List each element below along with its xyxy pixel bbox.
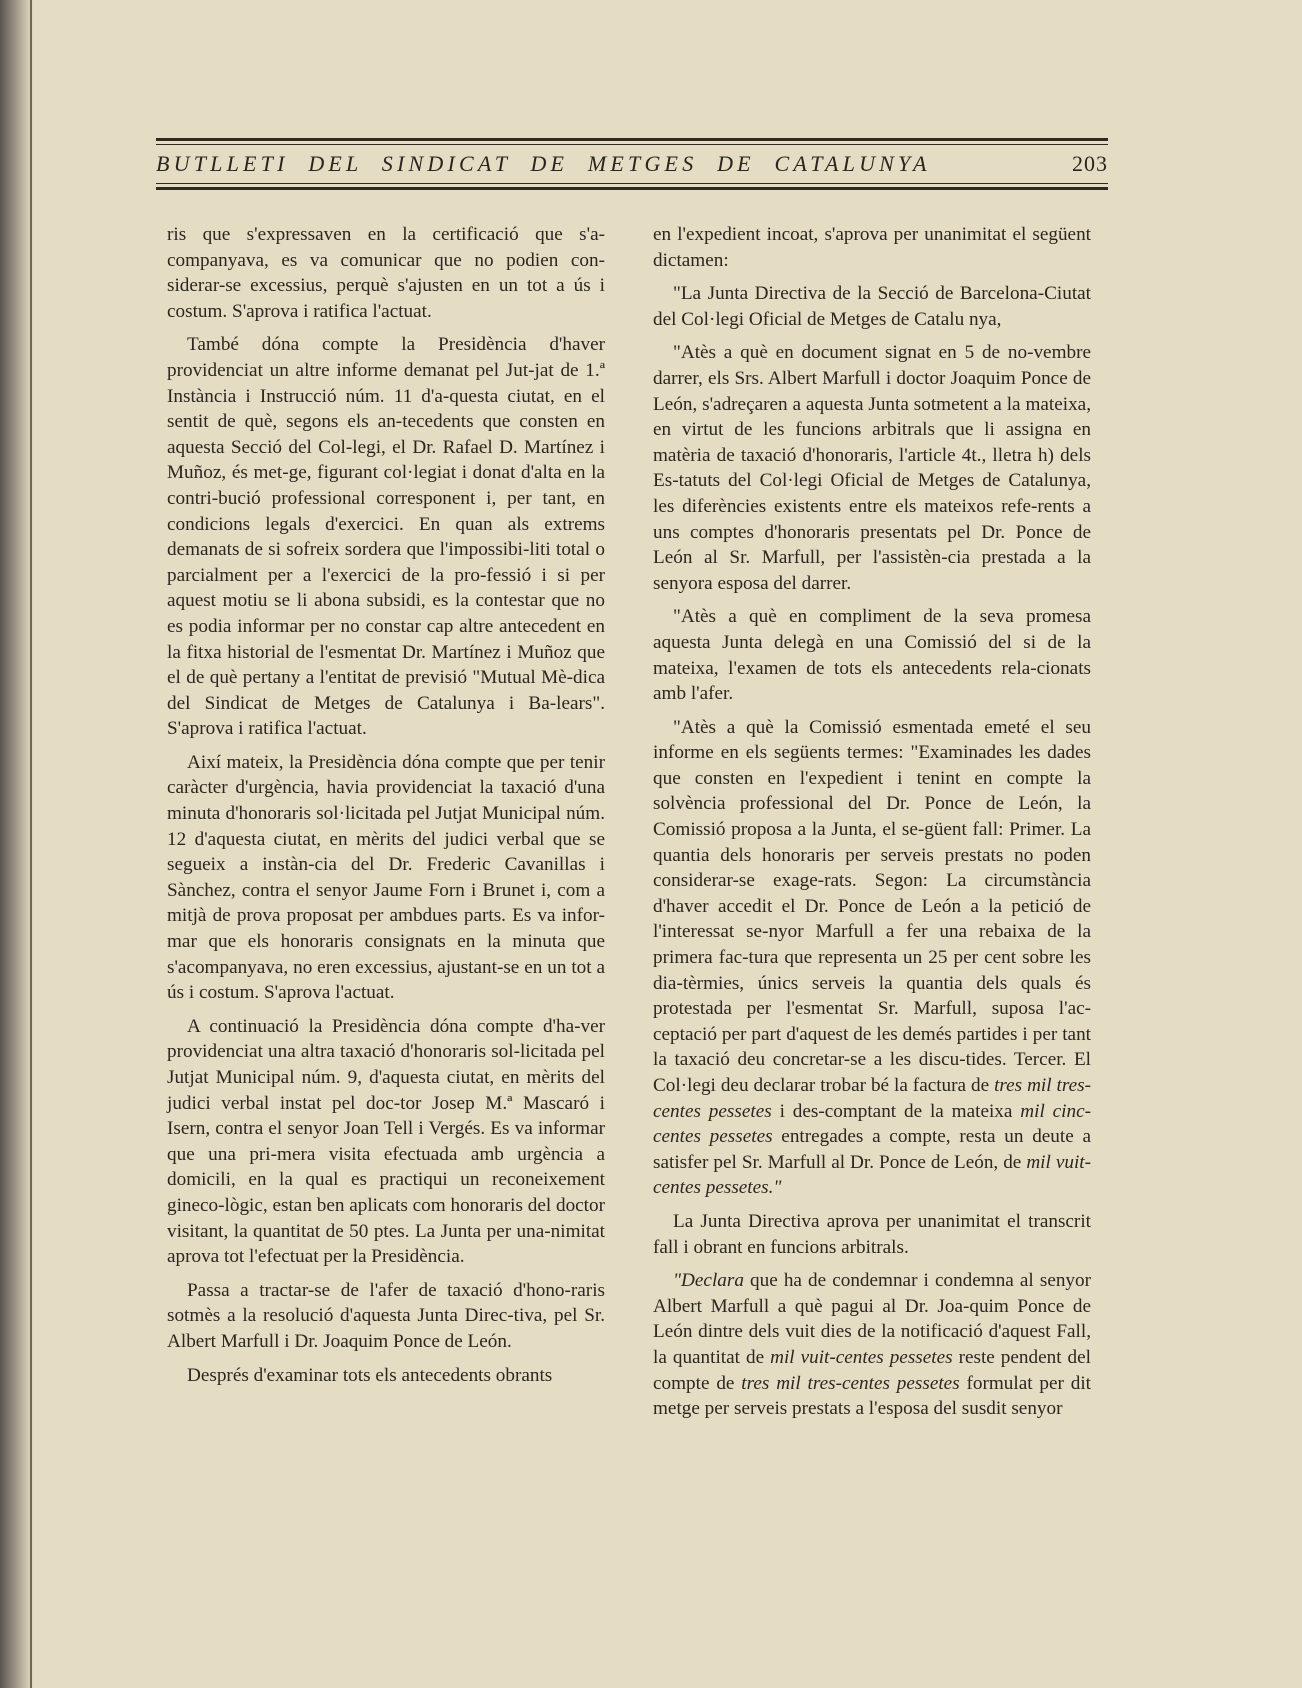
journal-title: BUTLLETI DEL SINDICAT DE METGES DE CATALUNYA [156, 151, 931, 176]
paragraph: en l'expedient incoat, s'aprova per unanimitat el següent dictamen: [653, 224, 1091, 271]
header-rule-bottom [156, 187, 1108, 190]
paragraph: "Atès a què en document signat en 5 de no-vembre darrer, els Srs. Albert Marfull i doctor Joaquim Ponce de León, s'adreçaren a aquesta Junta sotmetent a la mateixa, en virtut de les funcions arbitrals que li assigna en matèria de taxació d'honoraris, l'article 4t., lletra h) dels Es-tatuts del Col·legi Oficial de Metges de Catalunya, les diferències existents entre els mateixos refe-rents a uns comptes d'honoraris presentats pel Dr. Ponce de León al Sr. Marfull, per l'assistèn-cia prestada a la senyora esposa del darrer. [653, 342, 1091, 594]
italic-text: tres mil tres-centes pessetes [741, 1372, 960, 1394]
text-run: entregades a compte, resta un deute a satisfer pel Sr. Marfull al Dr. Ponce de León, de [653, 1126, 1091, 1173]
paragraph: Així mateix, la Presidència dóna compte que per tenir caràcter d'urgència, havia providenciat la taxació d'una minuta d'honoraris sol·licitada pel Jutjat Municipal núm. 12 d'aquesta ciutat, en mèrits del judici verbal que se segueix a instàn-cia del Dr. Frederic Cavanillas i Sànchez, contra el senyor Jaume Forn i Brunet i, com a mitjà de prova proposat per ambdues parts. Es va infor-mar que els honoraris consignats en la minuta que s'acompanyava, no eren excessius, ajustant-se en un tot a ús i costum. S'aprova l'actuat. [167, 751, 605, 1004]
text-run: i des-comptant de la mateixa [779, 1100, 1013, 1122]
header-rule-top-thin [156, 144, 1108, 145]
paragraph: "Atès a què en compliment de la seva promesa aquesta Junta delegà en una Comissió del si de la mateixa, l'examen de tots els antecedents rela-cionats amb l'afer. [653, 606, 1091, 705]
left-column [167, 222, 605, 1396]
right-column [653, 222, 1091, 1430]
text-run: "Atès a què la Comissió esmentada emeté el seu informe en els següents termes: "Examinades les dades que consten en l'expedient i tenint en compte la solvència professional del Dr. Ponce de León, la Comissió proposa a la Junta, el se-güent fall: Primer. La quantia dels honoraris per serveis prestats no poden considerar-se exage-rats. Segon: La circumstància d'haver accedit el Dr. Ponce de León a la petició de l'interessat se-nyor Marfull a fer una rebaixa de la primera fac-tura que representa un 25 per cent sobre les dia-tèrmies, únics serveis la quantia dels quals és protestada per l'esmentat Sr. Marfull, suposa l'ac-ceptació per part d'aquest de les demés partides i per tant la taxació deu concretar-se a les discu-tides. Tercer. El Col·legi deu declarar trobar bé la factura de [653, 716, 1091, 1096]
paragraph: ris que s'expressaven en la certificació que s'a-companyava, es va comunicar que no podien con-siderar-se excessius, perquè s'ajusten en un tot a ús i costum. S'aprova i ratifica l'actuat. [167, 224, 605, 322]
header-rule-top [156, 138, 1108, 141]
page-number: 203 [1072, 151, 1108, 176]
paragraph: Passa a tractar-se de l'afer de taxació d'hono-raris sotmès a la resolució d'aquesta Junta Direc-tiva, pel Sr. Albert Marfull i Dr. Joaquim Ponce de León. [167, 1279, 605, 1352]
paragraph: També dóna compte la Presidència d'haver providenciat un altre informe demanat pel Jut-jat de 1.ª Instància i Instrucció núm. 11 d'a-questa ciutat, en el sentit de què, segons els an-tecedents que consten en aquesta Secció del Col-legi, el Dr. Rafael D. Martínez i Muñoz, és met-ge, figurant col·legiat i donat d'alta en la contri-bució professional corresponent i, per tant, en condicions legals d'exercici. En quan als extrems demanats de si sofreix sordera que l'impossibi-liti total o parcialment per a l'exercici de la pro-fessió i si per aquest motiu se li abona subsidi, es la contestar que no es podia informar per no constar cap altre antecedent en la fitxa historial de l'esmentat Dr. Martínez i Muñoz que el de què pertany a l'entitat de previsió "Mutual Mè-dica del Sindicat de Metges de Catalunya i Ba-lears". S'aprova i ratifica l'actuat. [167, 334, 605, 740]
italic-text: tres mil tres-centes pessetes [653, 1075, 1091, 1122]
paragraph: Després d'examinar tots els antecedents obrants [187, 1364, 553, 1386]
italic-text: mil vuit-centes pessetes [770, 1346, 953, 1368]
paragraph: A continuació la Presidència dóna compte d'ha-ver providenciat una altra taxació d'honoraris sol-licitada pel Jutjat Municipal núm. 9, d'aquesta ciutat, en mèrits del judici verbal instat pel doc-tor Josep M.ª Mascaró i Isern, contra el senyor Joan Tell i Vergés. Es va informar que una pri-mera visita efectuada amb urgència a domicili, en la qual es practiqui un reconeixement gineco-lògic, estan ben aplicats com honoraris del doctor visitant, la quantitat de 50 ptes. La Junta per una-nimitat aprova tot l'efectuat per la Presidència. [167, 1015, 605, 1268]
header-rule-bottom-thin [156, 183, 1108, 184]
text-run: que ha de condemnar i condemna al senyor Albert Marfull a què pagui al Dr. Joa-quim Ponce de León dintre dels vuit dies de la notificació d'aquest Fall, la quantitat de [653, 1270, 1092, 1368]
text-run: reste pendent del compte de [653, 1346, 1091, 1394]
italic-text: mil cinc-centes pessetes [653, 1100, 1092, 1148]
paragraph [653, 715, 1091, 1201]
paragraph [653, 1268, 1091, 1422]
text-run: formulat per dit metge per serveis prestats a l'esposa del susdit senyor [653, 1372, 1092, 1420]
italic-text: mil vuit-centes pessetes." [653, 1151, 1091, 1199]
italic-text: "Declara [673, 1270, 744, 1292]
running-header [156, 138, 1108, 190]
paragraph: "La Junta Directiva de la Secció de Barcelona-Ciutat del Col·legi Oficial de Metges de Catalu nya, [653, 283, 1091, 330]
paragraph: La Junta Directiva aprova per unanimitat el transcrit fall i obrant en funcions arbitrals. [653, 1210, 1091, 1258]
